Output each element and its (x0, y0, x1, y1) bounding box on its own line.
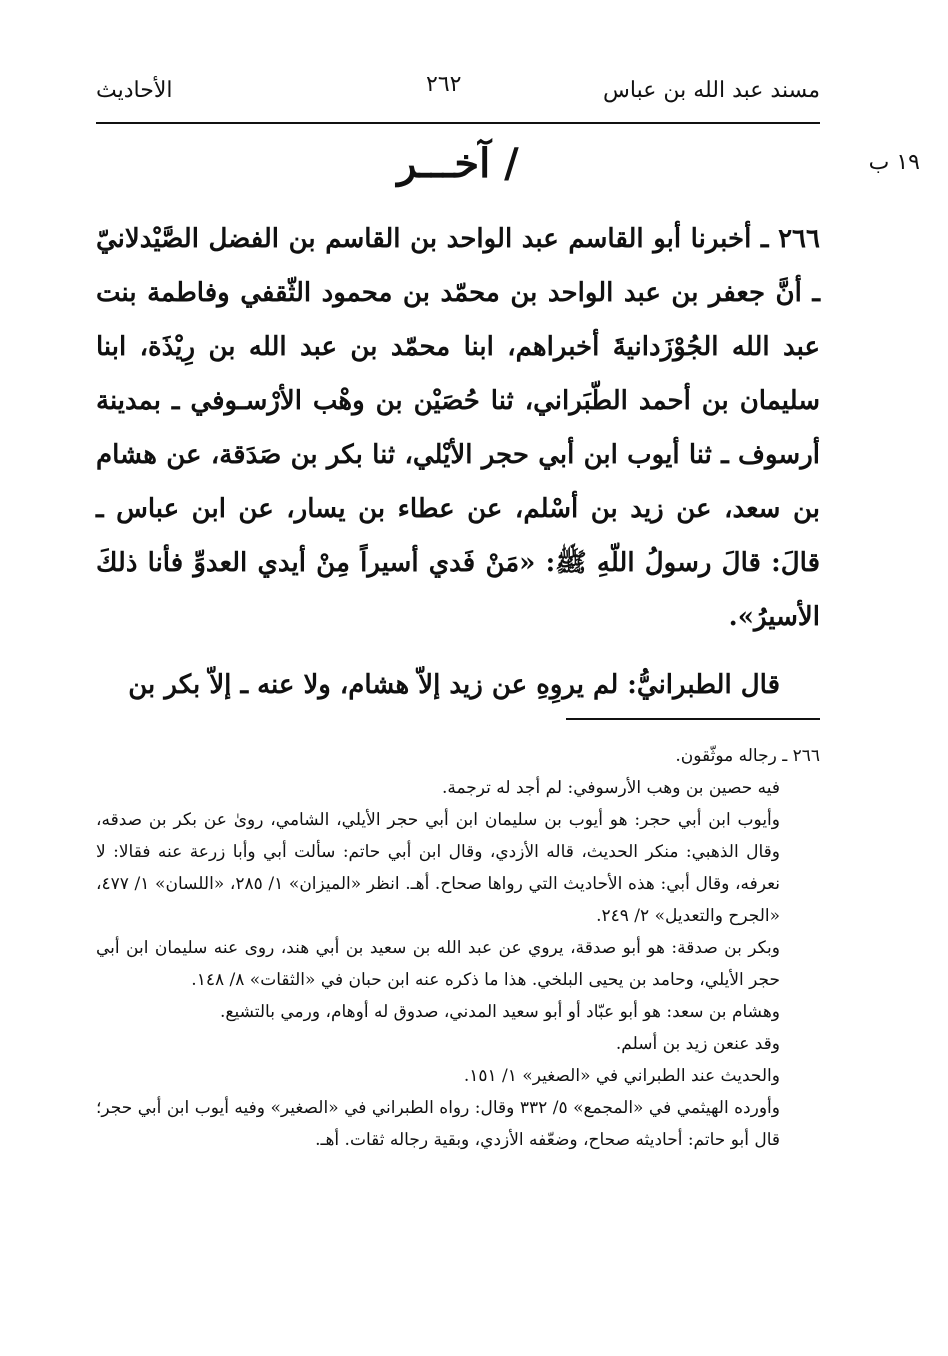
footnote-line: وأورده الهيثمي في «المجمع» ٥/ ٣٣٢ وقال: رواه الطبراني في «الصغير» وفيه أيوب ابن أبي حجر؛ قال أبو حاتم: أحاديثه صحاح، وضعّفه الأزدي، وبقية رجاله ثقات. أهـ. (96, 1098, 780, 1150)
footnote-rule (566, 718, 820, 720)
section-running-title: الأحاديث (96, 78, 173, 103)
running-title: مسند عبد الله بن عباس (603, 78, 820, 103)
header-rule (96, 122, 820, 124)
tabarani-comment: قال الطبرانيُّ: لم يروِهِ عن زيد إلاّ هشام، ولا عنه ـ إلاّ بكر بن (128, 670, 780, 700)
footnotes (96, 740, 820, 1156)
footnote-line: وهشام بن سعد: هو أبو عبّاد أو أبو سعيد المدني، صدوق له أوهام، ورمي بالتشيع. (220, 1002, 780, 1022)
footnote-line: والحديث عند الطبراني في «الصغير» ١/ ١٥١. (463, 1066, 780, 1086)
hadith-text: ٢٦٦ ـ أخبرنا أبو القاسم عبد الواحد بن القاسم بن الفضل الصَّيْدلانيّ ـ أنَّ جعفر بن عبد الواحد بن محمّد بن محمود الثّقفي وفاطمة بنت عبد الله الجُوْزَدانيةَ أخبراهم، ابنا محمّد بن عبد الله بن رِيْذَة، ابنا سليمان بن أحمد الطّبَراني، ثنا حُصَيْن بن وهْب الأرْسـوفي ـ بمدينة أرسوف ـ ثنا أيوب ابن أبي حجر الأيْلي، ثنا بكر بن صَدَقة، عن هشام بن سعد، عن زيد بن أسْلم، عن عطاء بن يسار، عن ابن عباس ـ قالَ: قالَ رسولُ اللّهِ ﷺ: «مَنْ فَدي أسيراً مِنْ أيدي العدوِّ فأنا ذلكَ الأسيرُ». (96, 224, 820, 632)
footnote-line: وقد عنعن زيد بن أسلم. (615, 1034, 780, 1054)
section-title: / آخـــر (397, 140, 519, 187)
footnote-line: وأيوب ابن أبي حجر: هو أيوب بن سليمان ابن أبي حجر الأيلي، الشامي، روىٰ عن بكر بن صدقه، وقال الذهبي: منكر الحديث، قاله الأزدي، وقال ابن أبي حاتم: سألت أبي وأبا زرعة عنه فقالا: لا نعرفه، وقال أبي: هذه الأحاديث التي رواها صحاح. أهـ. انظر «الميزان» ١/ ٢٨٥، «اللسان» ١/ ٤٧٧، «الجرح والتعديل» ٢/ ٢٤٩. (96, 810, 781, 926)
footnote-line: فيه حصين بن وهب الأرسوفي: لم أجد له ترجمة. (441, 778, 780, 798)
hadith-body (96, 212, 820, 712)
footnote-line: ٢٦٦ ـ رجاله موثّقون. (675, 746, 820, 766)
manuscript-folio-note: ١٩ ب (868, 150, 920, 175)
footnote-line: وبكر بن صدقة: هو أبو صدقة، يروي عن عبد الله بن سعيد بن أبي هند، روى عنه سليمان ابن أبي حجر الأيلي، وحامد بن يحيى البلخي. هذا ما ذكره عنه ابن حبان في «الثقات» ٨/ ١٤٨. (96, 938, 780, 990)
page-header (96, 70, 820, 122)
page-number: ٢٦٢ (426, 72, 462, 97)
